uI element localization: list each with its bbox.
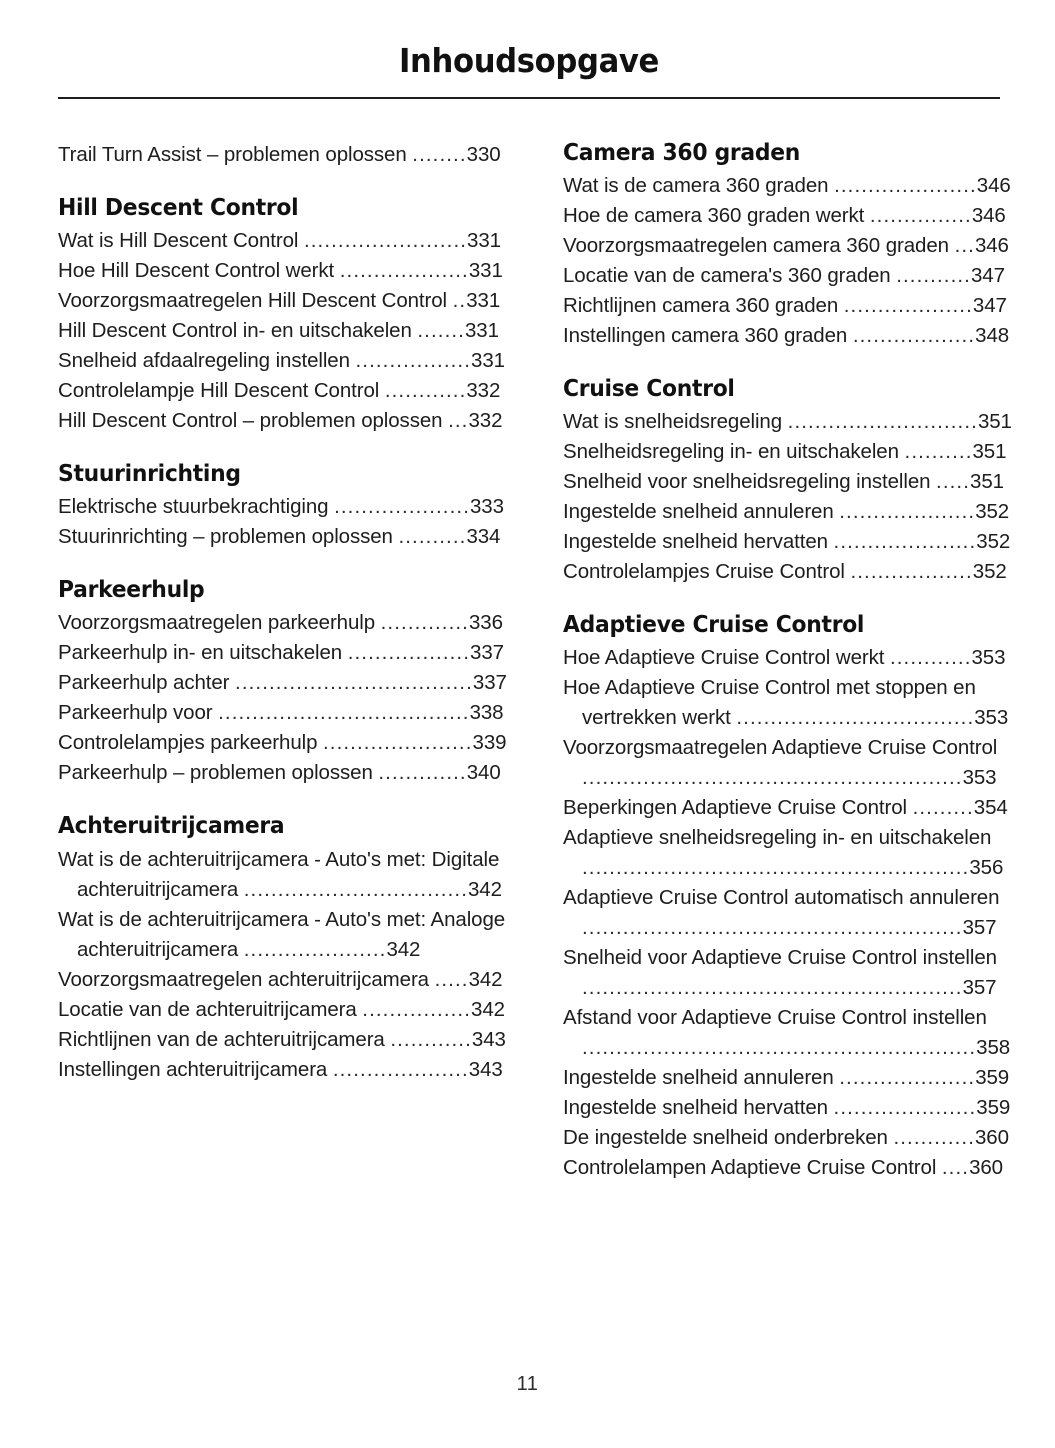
dot-leader: ............ bbox=[390, 1027, 472, 1051]
toc-entry-page: 360 bbox=[969, 1156, 1003, 1180]
toc-entry-page: 353 bbox=[971, 646, 1006, 670]
toc-entry[interactable] bbox=[58, 286, 510, 316]
toc-entry-label: Voorzorgsmaatregelen camera 360 graden bbox=[563, 234, 949, 258]
toc-entry-label: Snelheid voor Adaptieve Cruise Control instellen bbox=[563, 946, 997, 970]
toc-section-title: Achteruitrijcamera bbox=[58, 813, 285, 840]
toc-entry-page: 331 bbox=[466, 289, 501, 313]
toc-entry-page: 332 bbox=[466, 379, 501, 403]
toc-entry-page: 352 bbox=[976, 530, 1011, 554]
toc-entry-page: 339 bbox=[472, 731, 507, 755]
toc-entry-page: 351 bbox=[977, 410, 1012, 434]
toc-entry-page: 359 bbox=[976, 1096, 1011, 1120]
toc-entry[interactable] bbox=[58, 698, 510, 728]
toc-column-left bbox=[58, 140, 510, 1183]
toc-entry-label: Ingestelde snelheid hervatten bbox=[563, 1096, 828, 1120]
dot-leader: .................... bbox=[839, 500, 976, 524]
dot-leader: .. bbox=[452, 289, 467, 313]
dot-leader: ............ bbox=[889, 646, 972, 670]
dot-leader: ........................................................ bbox=[582, 916, 963, 940]
toc-entry[interactable] bbox=[58, 995, 510, 1025]
toc-columns bbox=[58, 140, 1018, 1183]
dot-leader: .......... bbox=[904, 440, 973, 464]
dot-leader: ... bbox=[954, 234, 975, 258]
toc-entry-page: 359 bbox=[975, 1066, 1010, 1090]
toc-entry-page: 360 bbox=[975, 1126, 1009, 1150]
toc-entry[interactable] bbox=[58, 1025, 510, 1055]
toc-entry-page: 332 bbox=[468, 409, 503, 433]
page-footer bbox=[0, 1373, 1055, 1396]
toc-entry-page: 333 bbox=[470, 495, 504, 519]
dot-leader: ..................... bbox=[243, 937, 387, 961]
toc-entry[interactable] bbox=[58, 316, 510, 346]
toc-entry-label: Beperkingen Adaptieve Cruise Control bbox=[563, 796, 907, 820]
toc-entry-label: Trail Turn Assist – problemen oplossen bbox=[58, 143, 407, 166]
toc-entry[interactable] bbox=[58, 845, 510, 905]
toc-entry[interactable] bbox=[58, 406, 510, 436]
page-number: 11 bbox=[516, 1373, 539, 1395]
toc-entry[interactable] bbox=[563, 1093, 1015, 1123]
toc-entry-label: Controlelampjes Cruise Control bbox=[563, 560, 845, 584]
toc-entry[interactable] bbox=[58, 376, 510, 406]
toc-entry-page: 346 bbox=[971, 204, 1006, 228]
toc-section bbox=[58, 461, 510, 552]
toc-section-title: Cruise Control bbox=[563, 376, 735, 403]
toc-section-title: Camera 360 graden bbox=[563, 140, 801, 166]
dot-leader: ............... bbox=[869, 204, 972, 228]
toc-entry-label: Voorzorgsmaatregelen Adaptieve Cruise Control bbox=[563, 736, 998, 760]
toc-entry-label: Ingestelde snelheid annuleren bbox=[563, 1066, 834, 1090]
toc-entry-label: Voorzorgsmaatregelen Hill Descent Control bbox=[58, 289, 448, 313]
toc-entry-page: 331 bbox=[471, 349, 505, 373]
toc-section-title: Hill Descent Control bbox=[58, 195, 299, 221]
toc-entry-label: Afstand voor Adaptieve Cruise Control instellen bbox=[563, 1006, 987, 1030]
toc-entry-label: Parkeerhulp in- en uitschakelen bbox=[58, 641, 343, 665]
toc-entry-label: Controlelampjes parkeerhulp bbox=[58, 731, 318, 755]
dot-leader: ................. bbox=[355, 349, 472, 373]
toc-entry[interactable] bbox=[58, 668, 510, 698]
page-header bbox=[58, 41, 1000, 80]
toc-entry-page: 354 bbox=[973, 796, 1008, 820]
toc-entry[interactable] bbox=[563, 1123, 1015, 1153]
toc-entry[interactable] bbox=[58, 256, 510, 286]
toc-entry-label: Hoe de camera 360 graden werkt bbox=[563, 204, 865, 228]
toc-entry[interactable] bbox=[563, 1003, 1015, 1063]
toc-entry[interactable] bbox=[563, 1153, 1015, 1183]
toc-entry[interactable] bbox=[563, 467, 1015, 497]
dot-leader: ................... bbox=[339, 259, 469, 283]
toc-entry-page: 342 bbox=[471, 997, 505, 1021]
toc-entry-label: Adaptieve Cruise Control automatisch annuleren bbox=[563, 886, 1000, 910]
toc-entry[interactable] bbox=[58, 965, 510, 995]
dot-leader: ..................................... bbox=[218, 701, 470, 725]
toc-entry[interactable] bbox=[58, 492, 510, 522]
dot-leader: ..... bbox=[434, 967, 469, 991]
toc-section bbox=[58, 813, 510, 1084]
toc-entry-label: De ingestelde snelheid onderbreken bbox=[563, 1126, 888, 1150]
toc-entry-label: Hoe Hill Descent Control werkt bbox=[58, 259, 335, 283]
toc-entry[interactable] bbox=[563, 527, 1015, 557]
toc-entry-page: 347 bbox=[972, 294, 1007, 318]
toc-entry[interactable] bbox=[58, 226, 510, 256]
toc-entry-page: 353 bbox=[962, 766, 997, 790]
toc-entry-page: 358 bbox=[976, 1036, 1011, 1060]
dot-leader: ........................................................ bbox=[582, 766, 963, 790]
toc-entry-label: Snelheid afdaalregeling instellen bbox=[58, 349, 350, 373]
toc-entry[interactable] bbox=[58, 638, 510, 668]
toc-entry-page: 343 bbox=[471, 1027, 506, 1051]
dot-leader: ............. bbox=[378, 761, 467, 785]
toc-entry-page: 351 bbox=[970, 470, 1004, 494]
toc-entry[interactable] bbox=[563, 943, 1015, 1003]
toc-entry[interactable] bbox=[563, 171, 1015, 201]
toc-entry[interactable] bbox=[563, 1063, 1015, 1093]
toc-entry-label: Wat is de achteruitrijcamera - Auto's met: Digitale achteruitrijcamera bbox=[58, 847, 500, 901]
page-title: Inhoudsopgave bbox=[398, 41, 659, 80]
dot-leader: .......... bbox=[398, 525, 467, 549]
toc-entry-page: 337 bbox=[472, 671, 507, 695]
dot-leader: .................... bbox=[839, 1066, 976, 1090]
toc-entry-page: 346 bbox=[974, 234, 1009, 258]
toc-entry-label: Parkeerhulp voor bbox=[58, 701, 213, 725]
toc-entry[interactable] bbox=[563, 557, 1015, 587]
toc-entry[interactable] bbox=[563, 321, 1015, 351]
toc-entry-label: Controlelampen Adaptieve Cruise Control bbox=[563, 1156, 937, 1180]
toc-entry-label: Instellingen achteruitrijcamera bbox=[58, 1057, 328, 1081]
dot-leader: ............ bbox=[893, 1126, 975, 1150]
toc-entry[interactable] bbox=[58, 608, 510, 638]
toc-entry-page: 331 bbox=[468, 259, 503, 283]
toc-entry-label: Wat is Hill Descent Control bbox=[58, 229, 299, 253]
toc-entry-page: 340 bbox=[466, 761, 501, 785]
toc-entry-page: 347 bbox=[970, 264, 1005, 288]
toc-entry[interactable] bbox=[563, 231, 1015, 261]
toc-entry-page: 331 bbox=[464, 319, 499, 343]
dot-leader: .................... bbox=[332, 1057, 469, 1081]
toc-section bbox=[58, 577, 510, 788]
dot-leader: .... bbox=[941, 1156, 970, 1180]
toc-entry[interactable] bbox=[58, 905, 510, 965]
toc-section-title: Stuurinrichting bbox=[58, 461, 241, 488]
toc-entry-label: Voorzorgsmaatregelen parkeerhulp bbox=[58, 611, 376, 635]
toc-entry-page: 343 bbox=[468, 1057, 503, 1081]
dot-leader: ...................... bbox=[323, 731, 473, 755]
dot-leader: ............. bbox=[380, 611, 469, 635]
toc-entry[interactable] bbox=[58, 346, 510, 376]
toc-entry[interactable] bbox=[563, 643, 1015, 673]
dot-leader: ......................................................... bbox=[582, 856, 970, 880]
toc-entry-label: Snelheid voor snelheidsregeling instellen bbox=[563, 470, 931, 494]
dot-leader: .................. bbox=[347, 641, 471, 665]
toc-entry-page: 338 bbox=[469, 701, 504, 725]
toc-entry-label: Hill Descent Control in- en uitschakelen bbox=[58, 319, 412, 343]
toc-entry[interactable] bbox=[58, 522, 510, 552]
toc-section bbox=[563, 612, 1015, 1183]
toc-entry-label: Snelheidsregeling in- en uitschakelen bbox=[563, 440, 899, 464]
dot-leader: .......................................................... bbox=[582, 1036, 977, 1060]
dot-leader: ..................... bbox=[834, 174, 977, 198]
toc-entry-label: Parkeerhulp achter bbox=[58, 671, 230, 695]
toc-entry-label: Stuurinrichting – problemen oplossen bbox=[58, 525, 393, 549]
dot-leader: ................................. bbox=[243, 877, 468, 901]
toc-entry[interactable] bbox=[563, 883, 1015, 943]
toc-entry-page: 346 bbox=[976, 174, 1011, 198]
toc-entry-page: 336 bbox=[468, 611, 503, 635]
toc-entry[interactable] bbox=[563, 497, 1015, 527]
toc-entry-label: Richtlijnen van de achteruitrijcamera bbox=[58, 1027, 385, 1051]
dot-leader: ................................... bbox=[235, 671, 473, 695]
toc-section-title: Adaptieve Cruise Control bbox=[563, 612, 865, 639]
toc-entry-label: Wat is de achteruitrijcamera - Auto's met: Analoge achteruitrijcamera bbox=[58, 907, 506, 961]
toc-entry-label: Hoe Adaptieve Cruise Control werkt bbox=[563, 646, 885, 670]
toc-entry[interactable] bbox=[563, 733, 1015, 793]
dot-leader: .................. bbox=[850, 560, 973, 584]
toc-entry-page: 342 bbox=[386, 937, 421, 961]
toc-entry-label: Controlelampje Hill Descent Control bbox=[58, 379, 380, 403]
toc-entry[interactable] bbox=[58, 728, 510, 758]
toc-section bbox=[563, 376, 1015, 587]
toc-entry-label: Wat is de camera 360 graden bbox=[563, 174, 829, 198]
toc-entry-page: 342 bbox=[468, 967, 503, 991]
toc-entry[interactable] bbox=[563, 261, 1015, 291]
toc-entry-page: 330 bbox=[466, 143, 501, 166]
toc-entry-label: Voorzorgsmaatregelen achteruitrijcamera bbox=[58, 967, 429, 991]
dot-leader: ... bbox=[448, 409, 469, 433]
toc-entry[interactable] bbox=[58, 758, 510, 788]
toc-entry[interactable] bbox=[563, 823, 1015, 883]
dot-leader: ........................ bbox=[303, 229, 468, 253]
toc-entry[interactable] bbox=[563, 437, 1015, 467]
toc-entry-page: 334 bbox=[466, 525, 501, 549]
toc-entry[interactable] bbox=[563, 673, 1015, 733]
toc-section bbox=[58, 140, 510, 170]
toc-entry-label: Locatie van de achteruitrijcamera bbox=[58, 997, 357, 1021]
toc-entry-label: Locatie van de camera's 360 graden bbox=[563, 264, 891, 288]
toc-entry-label: Wat is snelheidsregeling bbox=[563, 410, 783, 434]
toc-entry[interactable] bbox=[563, 201, 1015, 231]
dot-leader: ........... bbox=[896, 264, 971, 288]
toc-entry-label: Richtlijnen camera 360 graden bbox=[563, 294, 839, 318]
toc-entry[interactable] bbox=[563, 407, 1015, 437]
dot-leader: ..................... bbox=[833, 530, 977, 554]
toc-entry-page: 331 bbox=[467, 229, 501, 253]
dot-leader: .................... bbox=[334, 495, 470, 519]
toc-entry-page: 357 bbox=[962, 916, 997, 940]
toc-entry-label: Hill Descent Control – problemen oplossen bbox=[58, 409, 443, 433]
toc-section-title: Parkeerhulp bbox=[58, 577, 205, 604]
dot-leader: .................. bbox=[852, 324, 976, 348]
toc-entry-page: 352 bbox=[972, 560, 1007, 584]
dot-leader: ..... bbox=[936, 470, 971, 494]
toc-entry[interactable] bbox=[58, 140, 510, 170]
toc-section bbox=[563, 140, 1015, 351]
header-divider bbox=[58, 97, 1000, 99]
toc-entry-label: Ingestelde snelheid hervatten bbox=[563, 530, 828, 554]
toc-entry[interactable] bbox=[58, 1055, 510, 1085]
toc-entry[interactable] bbox=[563, 291, 1015, 321]
toc-entry[interactable] bbox=[563, 793, 1015, 823]
toc-entry-page: 337 bbox=[470, 641, 504, 665]
dot-leader: ....... bbox=[417, 319, 465, 343]
toc-section bbox=[58, 195, 510, 436]
dot-leader: ..................... bbox=[833, 1096, 977, 1120]
toc-column-right bbox=[563, 140, 1015, 1183]
toc-entry-page: 356 bbox=[969, 856, 1004, 880]
toc-entry-page: 353 bbox=[974, 706, 1009, 730]
dot-leader: ............ bbox=[384, 379, 467, 403]
toc-entry-page: 352 bbox=[975, 500, 1010, 524]
dot-leader: ................ bbox=[362, 997, 472, 1021]
toc-entry-page: 348 bbox=[975, 324, 1010, 348]
toc-entry-page: 357 bbox=[962, 976, 997, 1000]
toc-entry-label: Adaptieve snelheidsregeling in- en uitschakelen bbox=[563, 826, 992, 850]
dot-leader: ......... bbox=[912, 796, 974, 820]
toc-entry-label: Hoe Adaptieve Cruise Control met stoppen en vertrekken werkt bbox=[563, 676, 976, 730]
dot-leader: ............................ bbox=[787, 410, 978, 434]
toc-entry-label: Ingestelde snelheid annuleren bbox=[563, 500, 834, 524]
toc-entry-label: Elektrische stuurbekrachtiging bbox=[58, 495, 329, 519]
toc-entry-label: Parkeerhulp – problemen oplossen bbox=[58, 761, 373, 785]
dot-leader: ................................... bbox=[736, 706, 975, 730]
dot-leader: ................... bbox=[843, 294, 973, 318]
toc-entry-page: 342 bbox=[468, 877, 502, 901]
dot-leader: ........ bbox=[412, 143, 467, 166]
toc-entry-page: 351 bbox=[972, 440, 1007, 464]
toc-entry-label: Instellingen camera 360 graden bbox=[563, 324, 848, 348]
dot-leader: ........................................................ bbox=[582, 976, 963, 1000]
